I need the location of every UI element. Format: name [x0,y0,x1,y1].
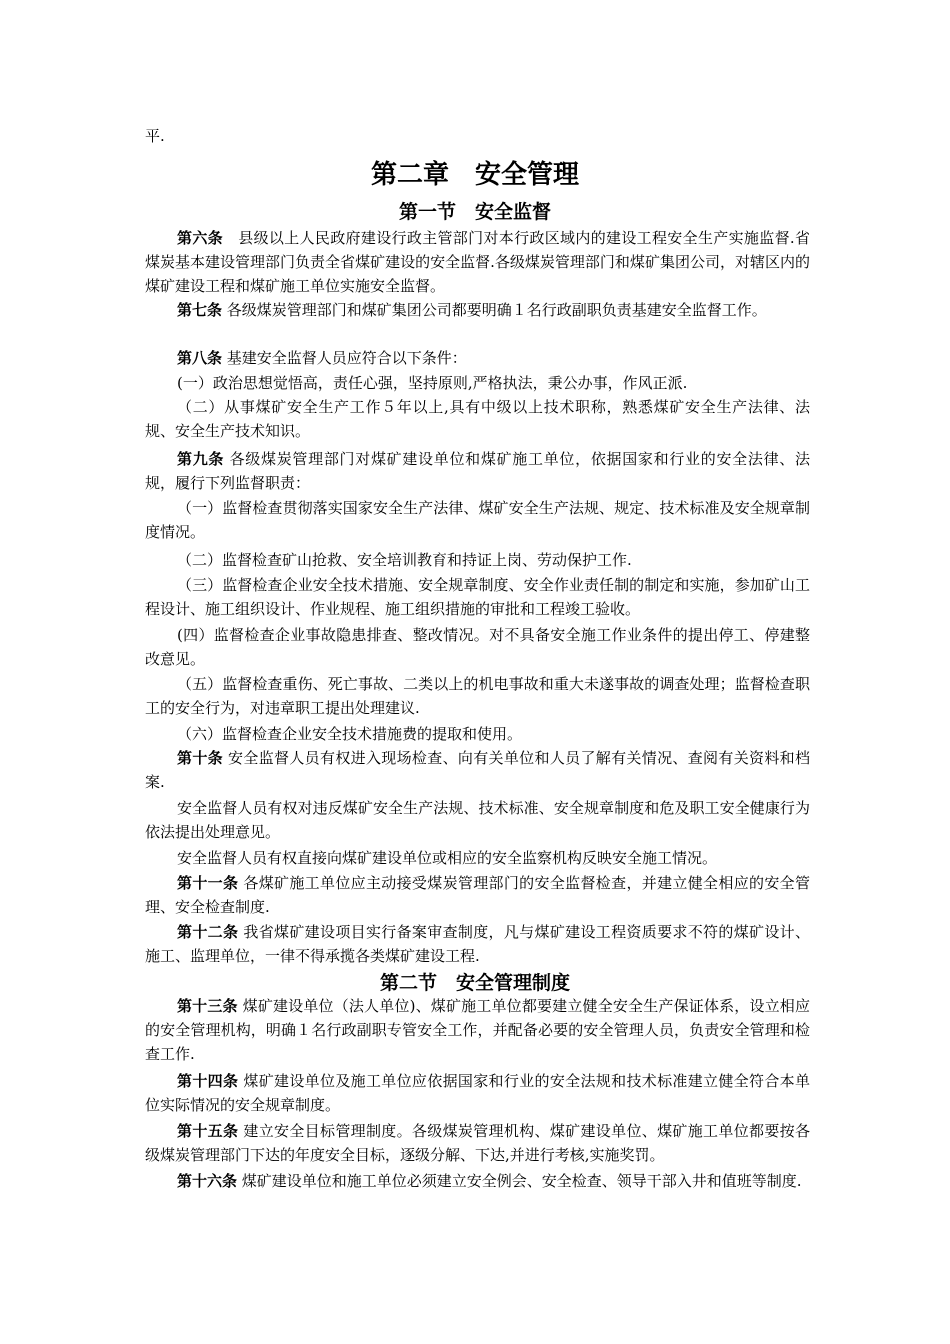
article-7-text: 各级煤炭管理部门和煤矿集团公司都要明确１名行政副职负责基建安全监督工作。 [222,301,767,319]
article-9-item-1: （一）监督检查贯彻落实国家安全生产法律、煤矿安全生产法规、规定、技术标准及安全规章制度情况。 [145,499,810,541]
article-9-item-2: （二）监督检查矿山抢救、安全培训教育和持证上岗、劳动保护工作. [177,551,632,569]
article-9-item-3: （三）监督检查企业安全技术措施、安全规章制度、安全作业责任制的制定和实施，参加矿山工程设计、施工组织设计、作业规程、施工组织措施的审批和工程竣工验收。 [145,576,810,618]
article-10-text: 安全监督人员有权进入现场检查、向有关单位和人员了解有关情况、查阅有关资料和档案. [145,749,810,791]
article-12 [145,921,810,969]
article-15-text: 建立安全目标管理制度。各级煤炭管理机构、煤矿建设单位、煤矿施工单位都要按各级煤炭管理部门下达的年度安全目标，逐级分解、下达,并进行考核,实施奖罚。 [145,1122,810,1164]
article-12-text: 我省煤矿建设项目实行备案审查制度，凡与煤矿建设工程资质要求不符的煤矿设计、施工、监理单位，一律不得承揽各类煤矿建设工程. [145,923,810,965]
article-9 [145,448,810,496]
article-15-label: 第十五条 [177,1122,239,1140]
article-6 [145,227,810,299]
article-6-label: 第六条 [177,229,223,247]
article-14-text: 煤矿建设单位及施工单位应依据国家和行业的安全法规和技术标准建立健全符合本单位实际情况的安全规章制度。 [145,1072,810,1114]
article-12-label: 第十二条 [177,923,239,941]
article-11 [145,872,810,920]
article-10 [145,747,810,795]
article-8-label: 第八条 [177,349,223,367]
article-13 [145,995,810,1067]
article-9-label: 第九条 [177,450,225,468]
article-16-text: 煤矿建设单位和施工单位必须建立安全例会、安全检查、领导干部入井和值班等制度. [237,1172,802,1190]
article-10-paragraph-3: 安全监督人员有权直接向煤矿建设单位或相应的安全监察机构反映安全施工情况。 [177,849,718,867]
article-6-text: 县级以上人民政府建设行政主管部门对本行政区域内的建设工程安全生产实施监督.省煤炭基本建设管理部门负责全省煤矿建设的安全监督.各级煤炭管理部门和煤矿集团公司，对辖区内的煤矿建设工程和煤矿施工单位实施安全监督。 [145,229,810,295]
article-8-item-2: （二）从事煤矿安全生产工作５年以上,具有中级以上技术职称，熟悉煤矿安全生产法律、法规、安全生产技术知识。 [145,398,810,440]
article-9-item-6: （六）监督检查企业安全技术措施费的提取和使用。 [177,725,523,743]
article-16 [145,1170,810,1194]
article-11-text: 各煤矿施工单位应主动接受煤炭管理部门的安全监督检查，并建立健全相应的安全管理、安全检查制度. [145,874,810,916]
article-8 [145,347,810,371]
article-9-item-5: （五）监督检查重伤、死亡事故、二类以上的机电事故和重大未遂事故的调查处理；监督检查职工的安全行为，对违章职工提出处理建议. [145,675,810,717]
article-10-label: 第十条 [177,749,223,767]
previous-page-fragment: 平. [145,127,165,145]
section-title-supervision: 第一节 安全监督 [398,201,551,223]
article-15 [145,1120,810,1168]
article-9-item-4: (四）监督检查企业事故隐患排查、整改情况。对不具备安全施工作业条件的提出停工、停建整改意见。 [145,626,810,668]
article-7 [145,299,810,323]
article-13-text: 煤矿建设单位（法人单位)、煤矿施工单位都要建立健全安全生产保证体系，设立相应的安全管理机构，明确１名行政副职专管安全工作，并配备必要的安全管理人员，负责安全管理和检查工作. [145,997,810,1063]
article-8-item-1: (一）政治思想觉悟高，责任心强，坚持原则,严格执法，秉公办事，作风正派. [177,374,688,392]
section-title-safety-management-system: 第二节 安全管理制度 [379,972,570,994]
article-10-paragraph-2: 安全监督人员有权对违反煤矿安全生产法规、技术标准、安全规章制度和危及职工安全健康行为依法提出处理意见。 [145,799,810,841]
article-16-label: 第十六条 [177,1172,238,1190]
article-11-label: 第十一条 [177,874,239,892]
chapter-title: 第二章 安全管理 [370,160,579,190]
article-8-text: 基建安全监督人员应符合以下条件： [222,349,467,367]
article-13-label: 第十三条 [177,997,238,1015]
article-9-text: 各级煤炭管理部门对煤矿建设单位和煤矿施工单位，依据国家和行业的安全法律、法规，履行下列监督职责： [145,450,810,492]
article-14-label: 第十四条 [177,1072,239,1090]
article-7-label: 第七条 [177,301,223,319]
article-14 [145,1070,810,1118]
